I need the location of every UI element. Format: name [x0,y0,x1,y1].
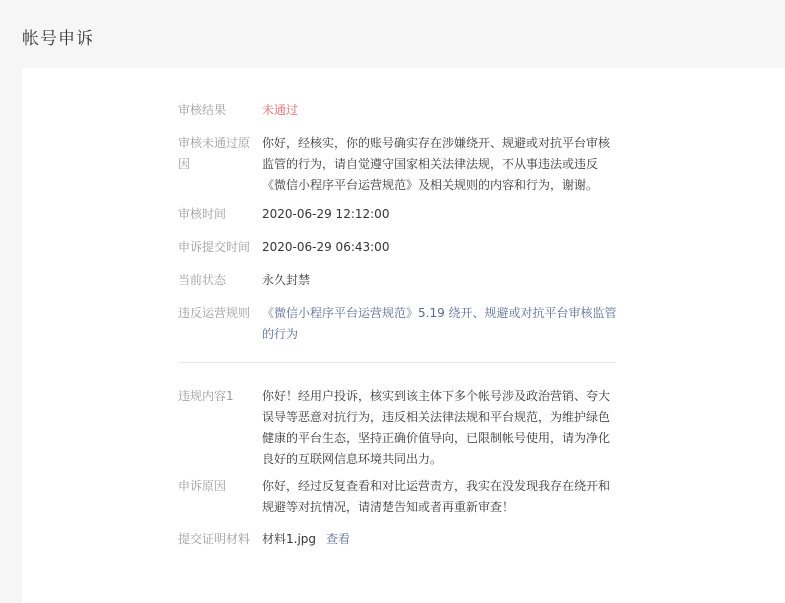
violated-rule-label: 违反运营规则 [178,306,251,320]
evidence-value [262,529,618,550]
violation-content-label: 违规内容1 [178,389,234,403]
review-result-value: 未通过 [262,103,299,117]
violated-rule-value: 《微信小程序平台运营规范》5.19 绕开、规避或对抗平台审核监管的行为 [262,306,617,341]
review-result-label: 审核结果 [178,103,227,117]
violation-content-value: 你好！经用户投诉，核实到该主体下多个帐号涉及政治营销、夸大误导等恶意对抗行为，违反相关法律法规和平台规范，为维护绿色健康的平台生态，坚持正确价值导向，已限制帐号使用，请为净化良好的互联网信息环境共同出力。 [262,389,611,466]
appeal-reason-label: 申诉原因 [178,479,227,493]
submit-time-label: 申诉提交时间 [178,240,251,254]
review-time-label: 审核时间 [178,207,227,221]
status-value: 永久封禁 [262,273,311,287]
page-header [0,0,785,68]
evidence-file-name: 材料1.jpg [262,532,317,546]
status-label: 当前状态 [178,273,227,287]
review-reason-label: 审核未通过原因 [178,136,251,171]
appeal-reason-value: 你好，经过反复查看和对比运营责方，我实在没发现我存在绕开和规避等对抗情况，请清楚告知或者再重新审查！ [262,479,611,514]
review-reason-value: 你好，经核实，你的账号确实存在涉嫌绕开、规避或对抗平台审核监管的行为，请自觉遵守国家相关法律法规，不从事违法或违反《微信小程序平台运营规范》及相关规则的内容和行为，谢谢。 [262,136,611,192]
review-time-value: 2020-06-29 12:12:00 [262,207,390,221]
submit-time-value: 2020-06-29 06:43:00 [262,240,390,254]
evidence-label: 提交证明材料 [178,532,251,546]
section-divider [178,362,615,363]
view-evidence-link[interactable]: 查看 [326,532,351,546]
page-title: 帐号申诉 [22,29,94,49]
